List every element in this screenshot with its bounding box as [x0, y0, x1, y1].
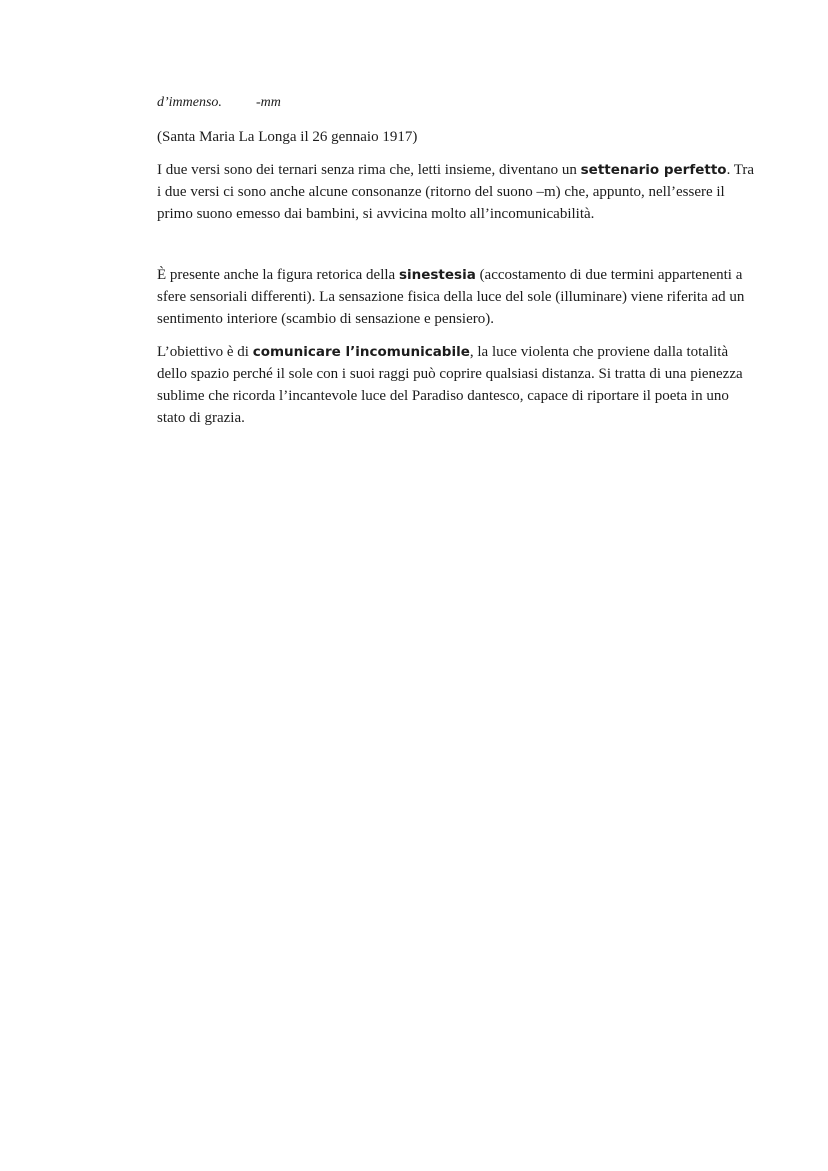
- bold-term: comunicare l’incomunicabile: [252, 344, 470, 360]
- paragraph-text: È presente anche la figura retorica della: [157, 267, 399, 283]
- paragraph-text: I due versi sono dei ternari senza rima che, letti insieme, diventano un: [157, 162, 581, 178]
- paragraph-text: (accostamento di due termini appartenenti a sfere sensoriali differenti). La sensazione fisica della luce del sole (illuminare) viene riferita ad un sentimento interiore (scambio di sensazione e pensiero).: [157, 267, 745, 327]
- paragraph-text: L’obiettivo è di: [157, 344, 253, 360]
- verse-line: [157, 92, 757, 114]
- spacer: [157, 236, 757, 264]
- bold-term: settenario perfetto: [580, 162, 727, 178]
- paragraph-sinestesia: [157, 264, 757, 330]
- verse-word: d’immenso.: [157, 95, 222, 110]
- paragraph-obiettivo: [157, 341, 757, 429]
- paragraph-text: . Tra i due versi ci sono anche alcune consonanze (ritorno del suono –m) che, appunto, nell’essere il primo suono emesso dai bambini, si avvicina molto all’incomunicabilità.: [157, 162, 755, 222]
- paragraph-text: , la luce violenta che proviene dalla totalità dello spazio perché il sole con i suoi raggi può coprire qualsiasi distanza. Si tratta di una pienezza sublime che ricorda l’incantevole luce del Paradiso dantesco, capace di riportare il poeta in uno stato di grazia.: [157, 344, 743, 426]
- date-line: (Santa Maria La Longa il 26 gennaio 1917): [157, 129, 418, 145]
- paragraph-settenario: [157, 159, 757, 225]
- verse-sound-note: -mm: [255, 95, 281, 110]
- bold-term: sinestesia: [398, 267, 476, 283]
- document-body: [157, 92, 757, 440]
